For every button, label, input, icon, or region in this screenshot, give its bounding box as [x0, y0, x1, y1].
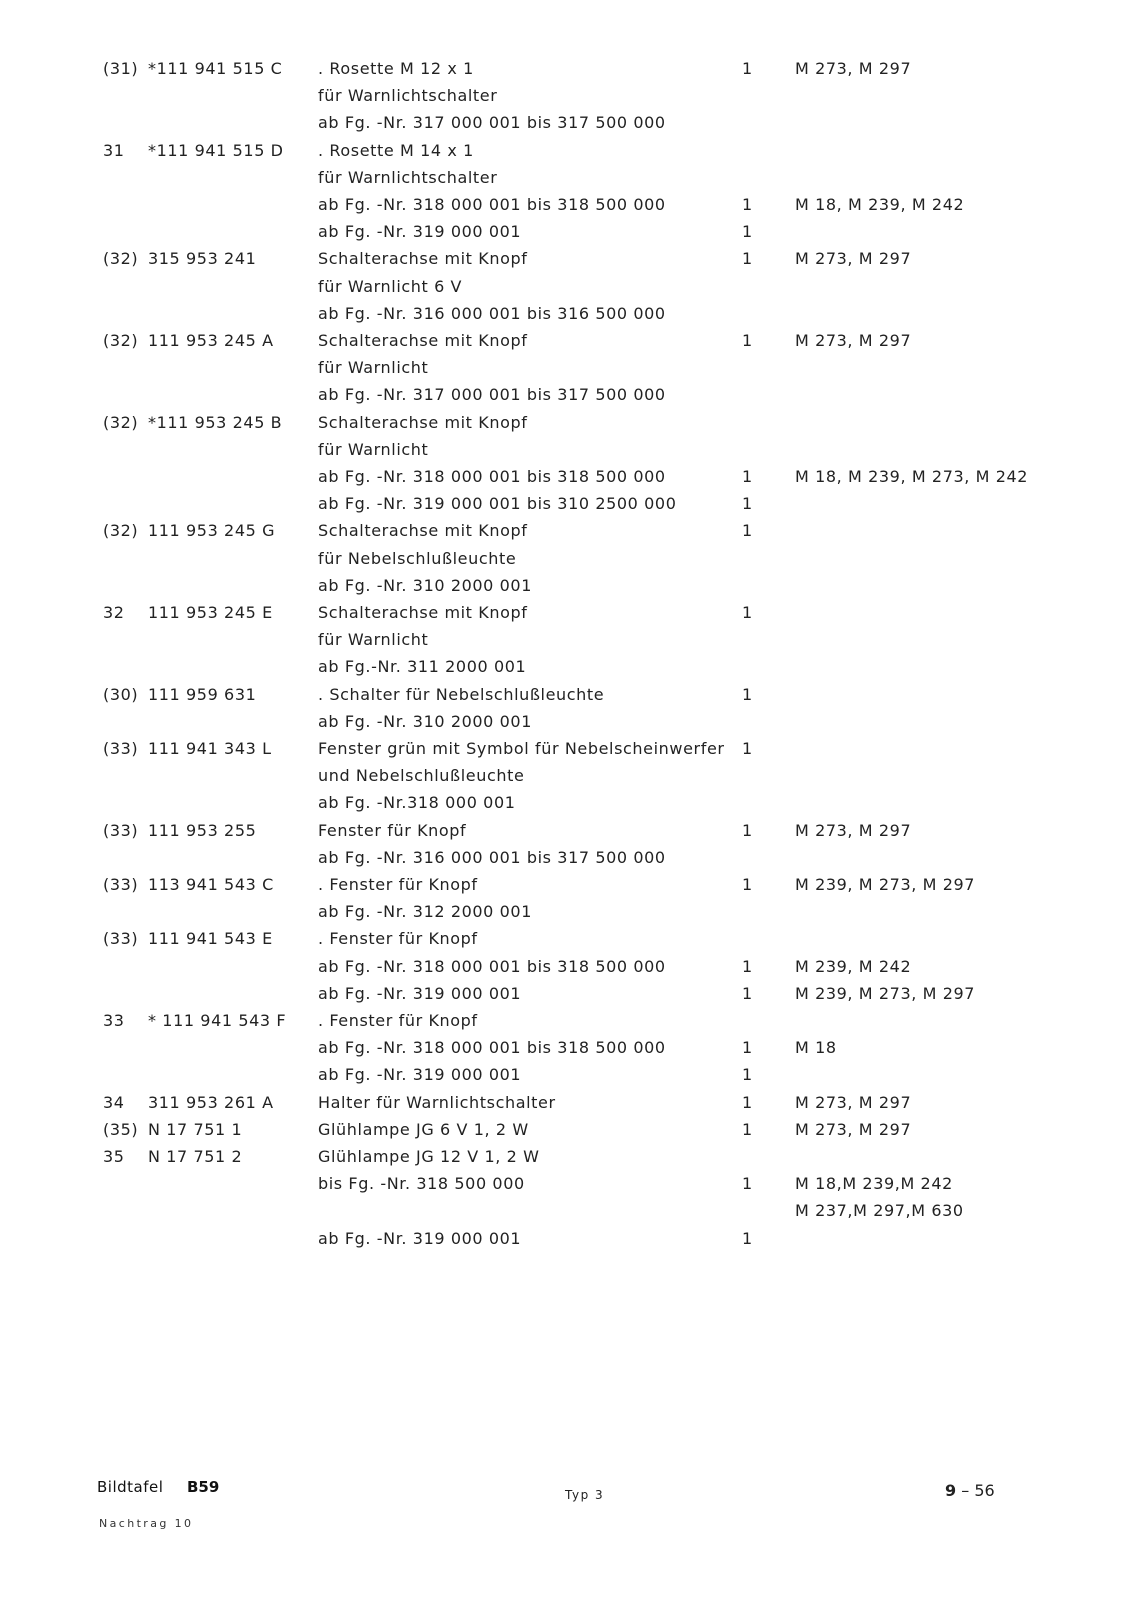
- table-row: [0, 1229, 1133, 1255]
- row-position: 35: [103, 1147, 125, 1166]
- row-description: Fenster für Knopf: [318, 820, 467, 840]
- row-description: ab Fg. -Nr. 319 000 001 bis 310 2500 000: [318, 494, 677, 514]
- row-description: . Fenster für Knopf: [318, 929, 478, 949]
- row-models: M 273, M 297: [795, 249, 912, 269]
- row-description: . Fenster für Knopf: [318, 875, 478, 894]
- row-description: Halter für Warnlichtschalter: [318, 1092, 556, 1112]
- table-row: [0, 1065, 1133, 1091]
- row-description: ab Fg. -Nr. 319 000 001: [318, 983, 522, 1003]
- row-description: ab Fg. -Nr. 316 000 001 bis 317 500 000: [318, 847, 666, 867]
- footer-supplement: Nachtrag 10: [99, 1517, 194, 1530]
- row-models: M 18, M 239, M 273, M 242: [795, 467, 1029, 486]
- row-description: ab Fg. -Nr. 310 2000 001: [318, 711, 532, 731]
- footer-plate-label: Bildtafel: [97, 1478, 164, 1496]
- row-description: ab Fg. -Nr. 318 000 001 bis 318 500 000: [318, 467, 666, 486]
- row-models: M 18,M 239,M 242: [795, 1174, 953, 1194]
- row-position: (33): [103, 739, 139, 758]
- row-models: M 18, M 239, M 242: [795, 195, 965, 214]
- table-row: [0, 222, 1133, 248]
- row-position: 32: [103, 603, 125, 622]
- row-part-number: 111 941 343 L: [148, 739, 272, 758]
- row-models: M 273, M 297: [795, 1092, 912, 1112]
- row-quantity: 1: [742, 1174, 753, 1194]
- table-row: [0, 603, 1133, 629]
- row-position: 31: [103, 140, 125, 160]
- row-description: Schalterachse mit Knopf: [318, 603, 528, 622]
- row-models: M 237,M 297,M 630: [795, 1201, 964, 1221]
- table-row: [0, 739, 1133, 765]
- table-row: [0, 929, 1133, 955]
- table-row: [0, 793, 1133, 819]
- row-description: ab Fg. -Nr. 317 000 001 bis 317 500 000: [318, 113, 666, 133]
- row-part-number: *111 953 245 B: [148, 412, 283, 432]
- table-row: [0, 576, 1133, 602]
- table-row: [0, 249, 1133, 275]
- row-part-number: 111 941 543 E: [148, 929, 273, 949]
- page-dash: –: [961, 1481, 970, 1500]
- row-position: (32): [103, 521, 139, 541]
- row-quantity: 1: [742, 331, 753, 350]
- table-row: [0, 766, 1133, 792]
- row-position: (32): [103, 412, 139, 432]
- row-models: M 273, M 297: [795, 1119, 912, 1139]
- table-row: [0, 113, 1133, 139]
- row-quantity: 1: [742, 739, 753, 758]
- row-part-number: 111 953 245 G: [148, 521, 276, 541]
- table-row: [0, 358, 1133, 384]
- table-row: [0, 86, 1133, 112]
- table-row: [0, 902, 1133, 928]
- page-section: 9: [945, 1481, 957, 1500]
- row-part-number: 111 953 245 A: [148, 331, 274, 350]
- row-quantity: 1: [742, 820, 753, 840]
- row-description: ab Fg. -Nr. 318 000 001 bis 318 500 000: [318, 1038, 666, 1058]
- row-description: für Warnlicht: [318, 358, 429, 378]
- table-row: [0, 195, 1133, 221]
- table-row: [0, 277, 1133, 303]
- table-row: [0, 168, 1133, 194]
- table-row: [0, 848, 1133, 874]
- row-part-number: 311 953 261 A: [148, 1092, 274, 1112]
- table-row: [0, 1147, 1133, 1173]
- row-models: M 273, M 297: [795, 331, 912, 350]
- row-part-number: *111 941 515 C: [148, 59, 283, 78]
- table-row: [0, 657, 1133, 683]
- table-row: [0, 331, 1133, 357]
- row-description: Schalterachse mit Knopf: [318, 521, 528, 541]
- table-row: [0, 467, 1133, 493]
- footer-plate-number: B59: [187, 1478, 220, 1496]
- row-description: ab Fg. -Nr.318 000 001: [318, 793, 516, 813]
- row-part-number: 111 953 255: [148, 820, 257, 840]
- row-quantity: 1: [742, 59, 753, 78]
- row-description: für Warnlicht: [318, 439, 429, 459]
- row-models: M 239, M 273, M 297: [795, 983, 976, 1003]
- row-models: M 18: [795, 1038, 837, 1058]
- row-description: für Nebelschlußleuchte: [318, 548, 517, 568]
- row-description: ab Fg. -Nr. 319 000 001: [318, 1228, 522, 1248]
- row-part-number: 111 959 631: [148, 684, 257, 704]
- row-quantity: 1: [742, 521, 753, 541]
- row-part-number: 113 941 543 C: [148, 875, 274, 894]
- row-description: für Warnlicht 6 V: [318, 276, 463, 296]
- row-description: Glühlampe JG 12 V 1, 2 W: [318, 1147, 540, 1166]
- row-quantity: 1: [742, 956, 753, 976]
- row-quantity: 1: [742, 494, 753, 514]
- row-description: ab Fg. -Nr. 318 000 001 bis 318 500 000: [318, 195, 666, 214]
- row-description: . Rosette M 12 x 1: [318, 59, 474, 78]
- table-row: [0, 1201, 1133, 1227]
- table-row: [0, 957, 1133, 983]
- row-models: M 239, M 273, M 297: [795, 875, 976, 894]
- row-position: (33): [103, 820, 139, 840]
- table-row: [0, 875, 1133, 901]
- table-row: [0, 984, 1133, 1010]
- table-row: [0, 1093, 1133, 1119]
- table-row: [0, 821, 1133, 847]
- page-num: 56: [974, 1481, 995, 1500]
- row-quantity: 1: [742, 603, 753, 622]
- table-row: [0, 712, 1133, 738]
- row-position: (31): [103, 59, 139, 78]
- row-description: für Warnlicht: [318, 630, 429, 650]
- row-position: 34: [103, 1092, 125, 1112]
- row-description: ab Fg. -Nr. 310 2000 001: [318, 575, 532, 595]
- row-description: für Warnlichtschalter: [318, 167, 498, 187]
- row-quantity: 1: [742, 249, 753, 269]
- row-position: (33): [103, 929, 139, 949]
- footer-type: Typ 3: [565, 1488, 605, 1502]
- row-quantity: 1: [742, 1092, 753, 1112]
- row-description: bis Fg. -Nr. 318 500 000: [318, 1174, 525, 1194]
- row-position: (33): [103, 875, 139, 894]
- table-row: [0, 521, 1133, 547]
- row-quantity: 1: [742, 222, 753, 242]
- row-models: M 239, M 242: [795, 956, 912, 976]
- row-description: für Warnlichtschalter: [318, 86, 498, 106]
- table-row: [0, 385, 1133, 411]
- row-part-number: N 17 751 1: [148, 1119, 243, 1139]
- table-row: [0, 304, 1133, 330]
- row-description: . Rosette M 14 x 1: [318, 140, 474, 160]
- row-description: Fenster grün mit Symbol für Nebelscheinwerfer: [318, 739, 725, 758]
- table-row: [0, 1174, 1133, 1200]
- table-row: [0, 685, 1133, 711]
- table-row: [0, 549, 1133, 575]
- table-row: [0, 440, 1133, 466]
- row-part-number: 315 953 241: [148, 249, 257, 269]
- row-description: Glühlampe JG 6 V 1, 2 W: [318, 1119, 529, 1139]
- row-models: M 273, M 297: [795, 820, 912, 840]
- row-description: ab Fg. -Nr. 316 000 001 bis 316 500 000: [318, 303, 666, 323]
- row-position: (35): [103, 1119, 139, 1139]
- row-quantity: 1: [742, 1065, 753, 1085]
- table-row: [0, 59, 1133, 85]
- row-position: (32): [103, 249, 139, 269]
- row-description: Schalterachse mit Knopf: [318, 412, 528, 432]
- table-row: [0, 1120, 1133, 1146]
- row-quantity: 1: [742, 684, 753, 704]
- row-description: und Nebelschlußleuchte: [318, 766, 525, 786]
- row-description: ab Fg. -Nr. 312 2000 001: [318, 902, 532, 922]
- row-part-number: *111 941 515 D: [148, 140, 284, 160]
- table-row: [0, 141, 1133, 167]
- row-quantity: 1: [742, 1038, 753, 1058]
- row-description: ab Fg.-Nr. 311 2000 001: [318, 657, 527, 677]
- row-part-number: * 111 941 543 F: [148, 1011, 287, 1030]
- row-position: 33: [103, 1011, 125, 1030]
- row-position: (30): [103, 684, 139, 704]
- table-row: [0, 1011, 1133, 1037]
- row-quantity: 1: [742, 467, 753, 486]
- row-quantity: 1: [742, 983, 753, 1003]
- row-quantity: 1: [742, 875, 753, 894]
- row-description: ab Fg. -Nr. 317 000 001 bis 317 500 000: [318, 385, 666, 405]
- row-description: Schalterachse mit Knopf: [318, 249, 528, 269]
- row-description: . Fenster für Knopf: [318, 1011, 478, 1030]
- row-description: . Schalter für Nebelschlußleuchte: [318, 684, 605, 704]
- row-part-number: N 17 751 2: [148, 1147, 243, 1166]
- row-quantity: 1: [742, 1119, 753, 1139]
- row-models: M 273, M 297: [795, 59, 912, 78]
- table-row: [0, 413, 1133, 439]
- row-description: Schalterachse mit Knopf: [318, 331, 528, 350]
- table-row: [0, 494, 1133, 520]
- row-quantity: 1: [742, 1228, 753, 1248]
- table-row: [0, 1038, 1133, 1064]
- row-quantity: 1: [742, 195, 753, 214]
- row-description: ab Fg. -Nr. 319 000 001: [318, 1065, 522, 1085]
- footer-page-number: [945, 1481, 995, 1500]
- table-row: [0, 630, 1133, 656]
- row-description: ab Fg. -Nr. 318 000 001 bis 318 500 000: [318, 956, 666, 976]
- row-part-number: 111 953 245 E: [148, 603, 273, 622]
- row-description: ab Fg. -Nr. 319 000 001: [318, 222, 522, 242]
- row-position: (32): [103, 331, 139, 350]
